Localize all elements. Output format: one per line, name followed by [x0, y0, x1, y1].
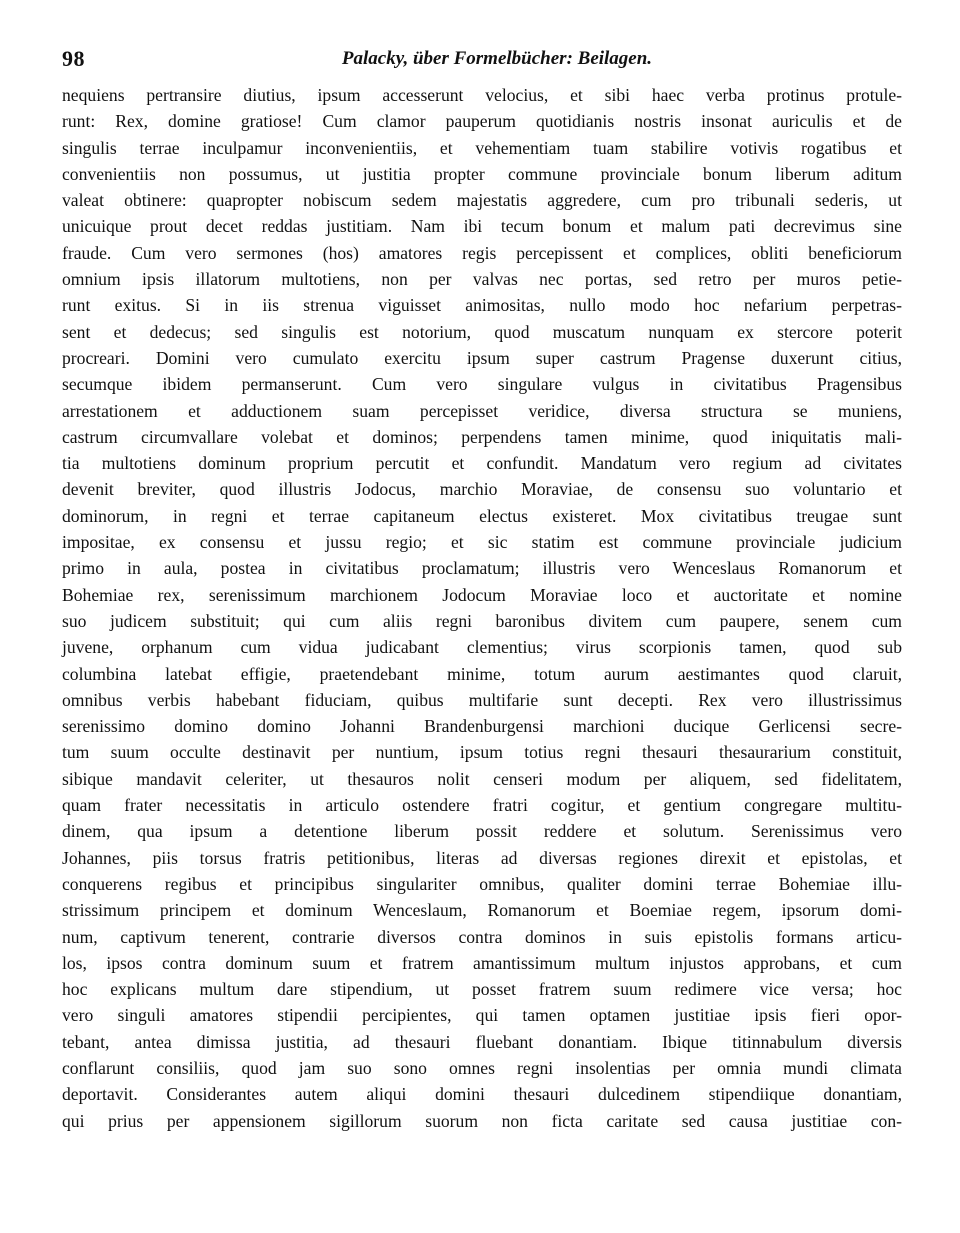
running-title: Palacky, über Formelbücher: Beilagen.	[341, 48, 653, 69]
text-line: num, captivum tenerent, contrarie diversos contra dominos in suis epistolis formans articu-	[62, 926, 902, 947]
text-line: Johannes, piis torsus fratris petitionibus, literas ad diversas regiones direxit et epistolas, et	[62, 847, 902, 868]
text-line: suo judicem substituit; qui cum aliis regni baronibus divitem cum paupere, senem cum	[62, 610, 902, 631]
text-line: tia multotiens dominum proprium percutit et confundit. Mandatum vero regium ad civitates	[62, 453, 902, 474]
text-line: unicuique prout decet reddas justitiam. Nam ibi tecum bonum et malum pati decrevimus sine	[62, 216, 902, 237]
text-line: convenientiis non possumus, ut justitia propter commune provinciale bonum liberum aditum	[62, 163, 902, 184]
text-line: omnibus verbis habebant fiduciam, quibus multifarie sunt decepti. Rex vero illustrissimus	[62, 689, 902, 710]
text-line: dominorum, in regni et terrae capitaneum electus existeret. Mox civitatibus treugae sunt	[62, 505, 902, 526]
text-line: arrestationem et adductionem suam percepisset veridice, diversa structura se muniens,	[62, 400, 902, 421]
text-line: juvene, orphanum cum vidua judicabant clementius; virus scorpionis tamen, quod sub	[62, 637, 902, 658]
text-line: procreari. Domini vero cumulato exercitu ipsum super castrum Pragense duxerunt citius,	[62, 347, 902, 368]
text-line: fraude. Cum vero sermones (hos) amatores regis percepissent et complices, obliti beneficiorum	[62, 242, 902, 263]
text-line: strissimum principem et dominum Wenceslaum, Romanorum et Boemiae regem, ipsorum domi-	[62, 900, 902, 921]
document-page	[62, 46, 902, 1134]
body-text	[62, 82, 902, 1134]
text-line: dinem, qua ipsum a detentione liberum possit reddere et solutum. Serenissimus vero	[62, 821, 902, 842]
text-line: primo in aula, postea in civitatibus proclamatum; illustris vero Wenceslaus Romanorum et	[62, 558, 902, 579]
text-line: hoc explicans multum dare stipendium, ut posset fratrem suum redimere vice versa; hoc	[62, 979, 902, 1000]
text-line: runt exitus. Si in iis strenua viguisset animositas, nullo modo hoc nefarium perpetras-	[62, 295, 902, 316]
text-line: qui prius per appensionem sigillorum suorum non ficta caritate sed causa justitiae con-	[62, 1110, 902, 1131]
text-line: sent et dedecus; sed singulis est notorium, quod muscatum nunquam ex stercore poterit	[62, 321, 902, 342]
text-line: castrum circumvallare volebat et dominos; perpendens tamen minime, quod iniquitatis mali-	[62, 426, 902, 447]
page-header	[62, 46, 902, 76]
text-line: nequiens pertransire diutius, ipsum accesserunt velocius, et sibi haec verba protinus protule-	[62, 85, 902, 105]
text-line: vero singuli amatores stipendii percipientes, qui tamen optamen justitiae ipsis fieri opor-	[62, 1005, 902, 1026]
text-line: quam frater necessitatis in articulo ostendere fratri cogitur, et gentium congregare multitu-	[62, 795, 902, 816]
text-line: singulis terrae inculpamur inconvenientiis, et vehementiam tuam stabilire votivis rogatibus et	[62, 137, 902, 158]
text-line: impositae, ex consensu et jussu regio; et sic statim est commune provinciale judicium	[62, 532, 902, 553]
text-line: columbina latebat effigie, praetendebant minime, totum aurum aestimantes quod claruit,	[62, 663, 902, 684]
text-line: conflarunt consiliis, quod jam suo sono omnes regni insolentias per omnia mundi climata	[62, 1057, 902, 1078]
text-line: valeat obtinere: quapropter nobiscum sedem majestatis aggredere, cum pro tribunali sederis, ut	[62, 190, 902, 211]
text-line: deportavit. Considerantes autem aliqui domini thesauri dulcedinem stipendiique donantiam,	[62, 1084, 902, 1105]
text-line: tum suum occulte destinavit per nuntium, ipsum totius regni thesauri thesaurarium constituit,	[62, 742, 902, 763]
text-line: los, ipsos contra dominum suum et fratrem amantissimum multum injustos approbans, et cum	[62, 952, 902, 973]
text-line: devenit breviter, quod illustris Jodocus, marchio Moraviae, de consensu suo voluntario et	[62, 479, 902, 500]
text-line: tebant, antea dimissa justitia, ad thesauri fluebant donantiam. Ibique titinnabulum diversis	[62, 1031, 902, 1052]
text-line: Bohemiae rex, serenissimum marchionem Jodocum Moraviae loco et auctoritate et nomine	[62, 584, 902, 605]
text-line: runt: Rex, domine gratiose! Cum clamor pauperum quotidianis nostris insonat auriculis et de	[62, 111, 902, 132]
text-line: sibique mandavit celeriter, ut thesauros nolit censeri modum per aliquem, sed fidelitatem,	[62, 768, 902, 789]
text-line: conquerens regibus et principibus singulariter omnibus, qualiter domini terrae Bohemiae illu-	[62, 873, 902, 894]
text-line: omnium ipsis illatorum multotiens, non per valvas nec portas, sed retro per muros petie-	[62, 269, 902, 290]
text-line: serenissimo domino domino Johanni Brandenburgensi marchioni ducique Gerlicensi secre-	[62, 716, 902, 737]
page-number: 98	[62, 46, 85, 71]
text-line: secumque ibidem permanserunt. Cum vero singulare vulgus in civitatibus Pragensibus	[62, 374, 902, 395]
